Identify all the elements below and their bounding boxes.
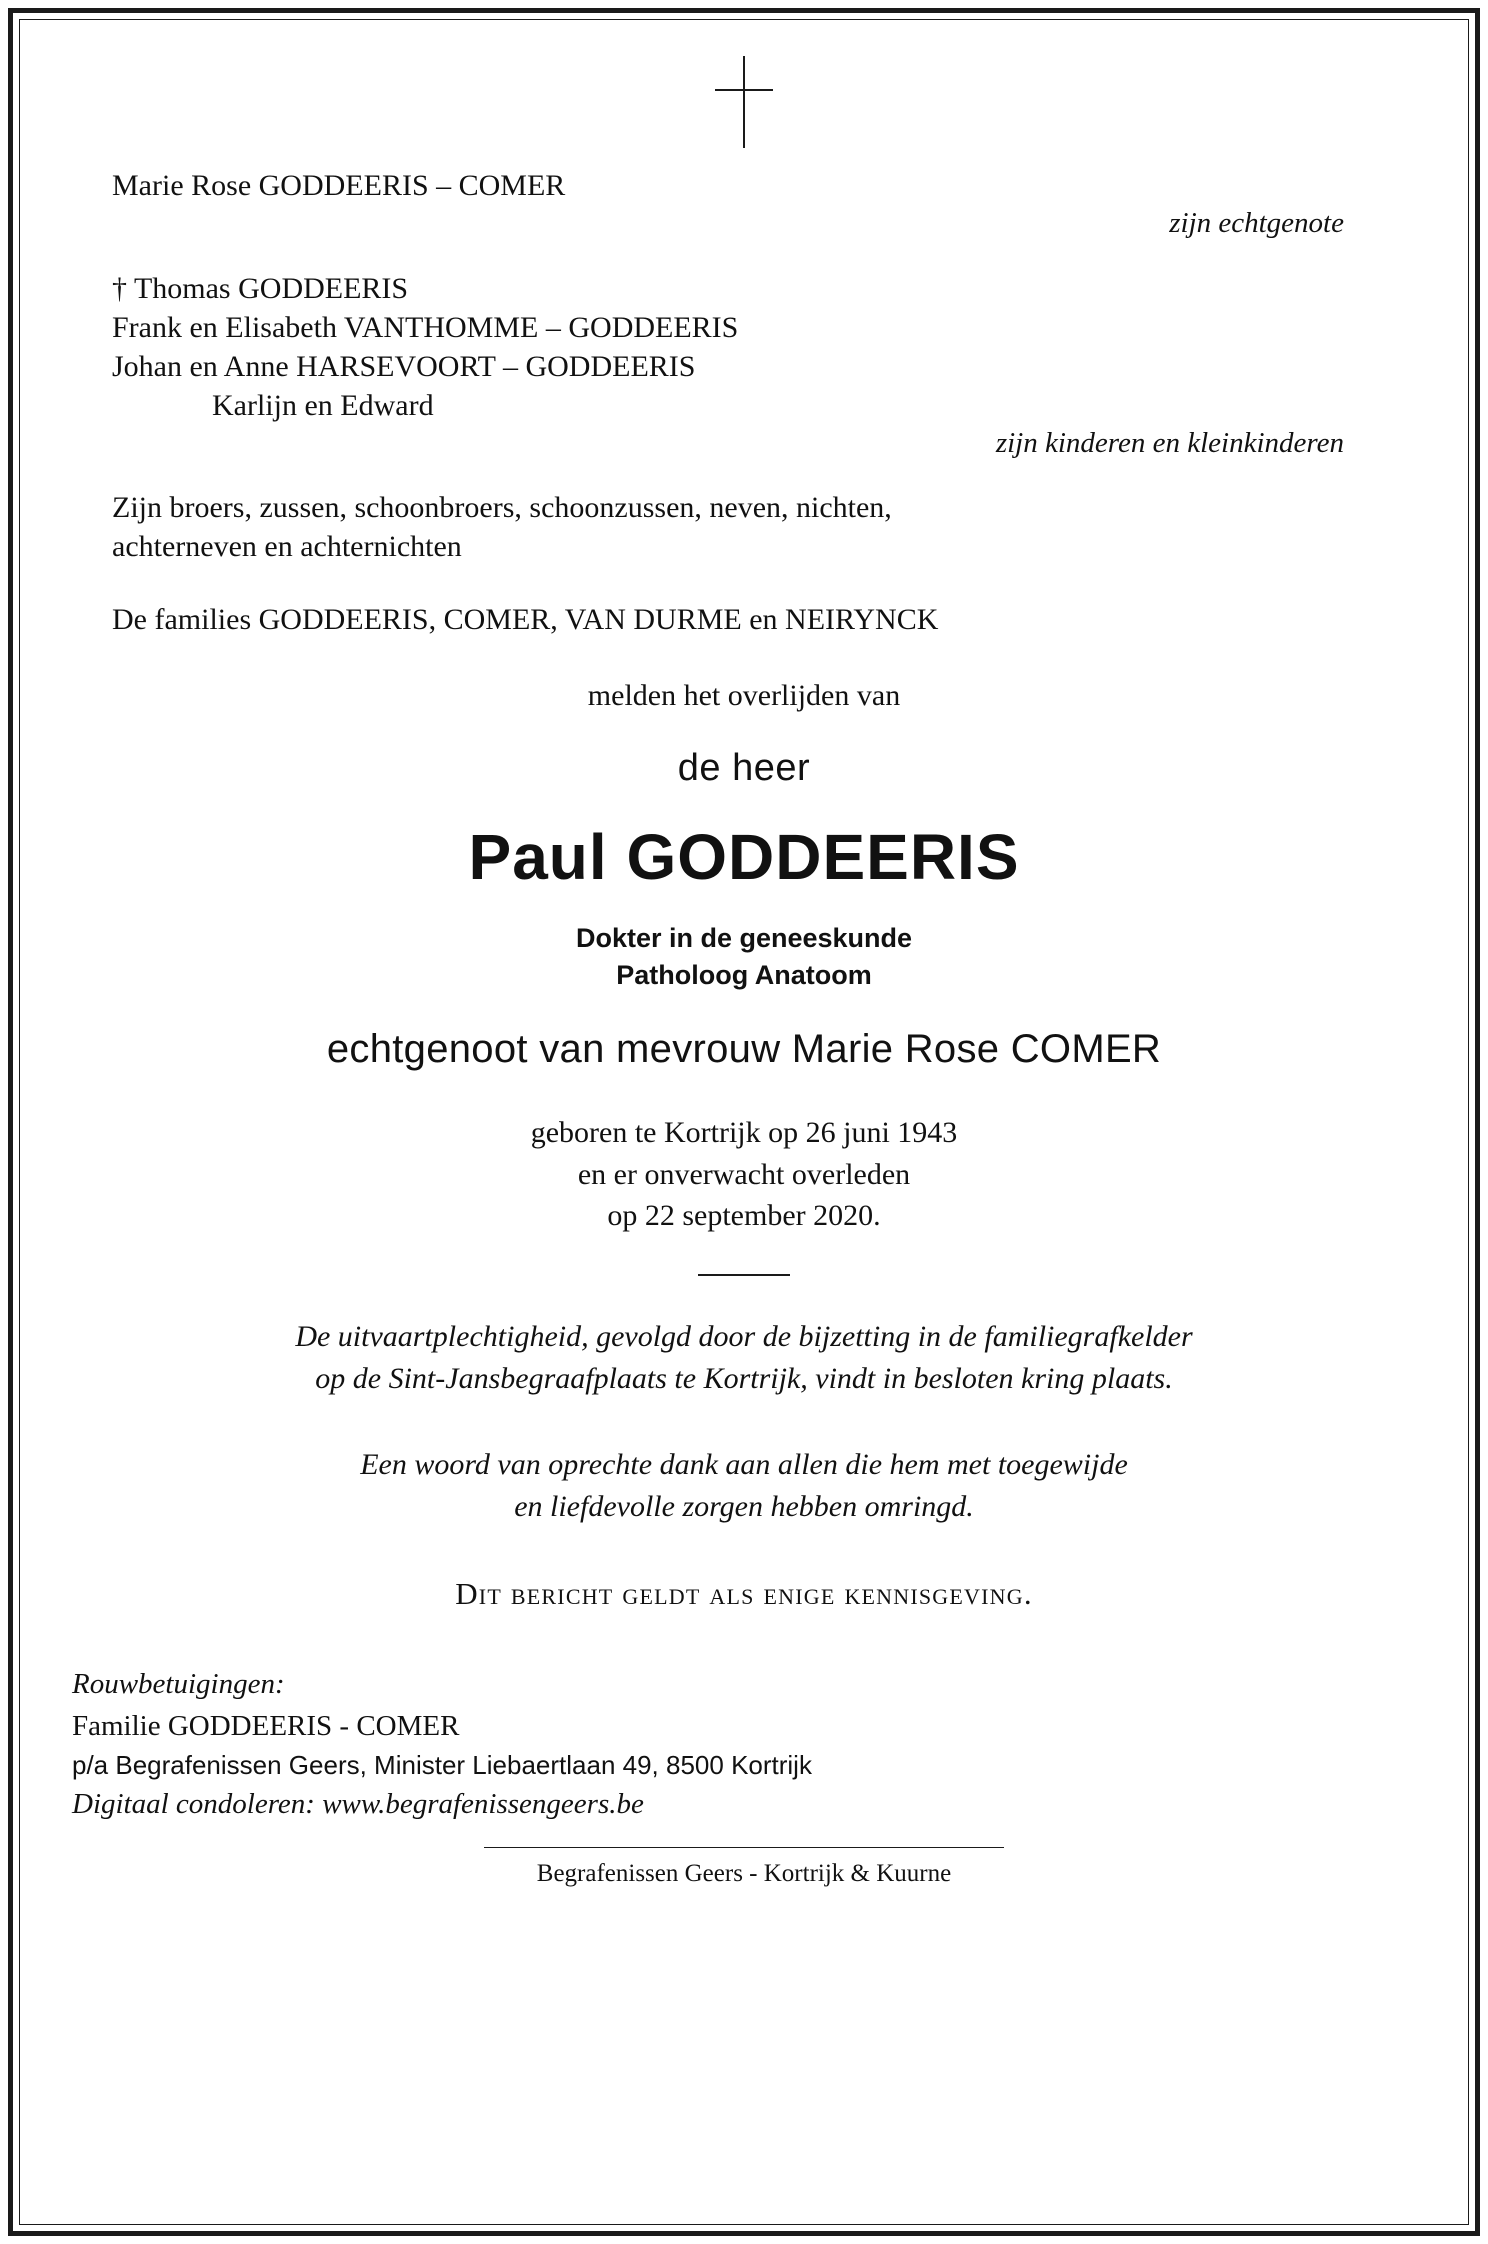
death-line-1: en er onverwacht overleden [577, 1157, 911, 1191]
condolences-address: p/a Begrafenissen Geers, Minister Liebaertlaan 49, 8500 Kortrijk [72, 1749, 812, 1780]
spouse-role: zijn echtgenote [1169, 207, 1344, 239]
child-2: Frank en Elisabeth VANTHOMME – GODDEERIS [112, 310, 739, 344]
condolences-family: Familie GODDEERIS - COMER [72, 1709, 460, 1742]
dates-block [40, 1112, 1448, 1236]
footer-divider-rule [484, 1847, 1004, 1848]
ceremony-line-2: op de Sint-Jansbegraafplaats te Kortrijk, vindt in besloten kring plaats. [315, 1362, 1173, 1396]
spacer [112, 566, 1378, 600]
cross-horizontal-bar [715, 89, 773, 91]
titles-block [40, 920, 1448, 993]
deceased-name: Paul GODDEERIS [468, 821, 1020, 894]
notice-line: Dit bericht geldt als enige kennisgeving. [455, 1576, 1033, 1612]
imprint-line: Begrafenissen Geers - Kortrijk & Kuurne [536, 1859, 952, 1887]
divider-container [40, 1274, 1448, 1276]
relatives-line-1: Zijn broers, zussen, schoonbroers, schoonzussen, neven, nichten, [112, 491, 892, 525]
divider-rule [698, 1274, 790, 1276]
announcement-text: melden het overlijden van [587, 679, 901, 713]
cross-vertical-bar [743, 56, 745, 148]
family-block [40, 166, 1448, 639]
thanks-line-1: Een woord van oprechte dank aan allen die hem met toegewijde [360, 1448, 1128, 1482]
title-2: Patholoog Anatoom [616, 959, 872, 990]
child-1: † Thomas GODDEERIS [112, 271, 409, 305]
spacer [112, 243, 1378, 269]
title-1: Dokter in de geneeskunde [575, 923, 913, 954]
ceremony-line-1: De uitvaartplechtigheid, gevolgd door de bijzetting in de familiegrafkelder [295, 1320, 1193, 1354]
ceremony-block [40, 1316, 1448, 1400]
families-line: De families GODDEERIS, COMER, VAN DURME en NEIRYNCK [112, 603, 939, 637]
child-3: Johan en Anne HARSEVOORT – GODDEERIS [112, 349, 696, 383]
footer-divider-container [40, 1847, 1448, 1848]
children-role: zijn kinderen en kleinkinderen [995, 426, 1344, 459]
death-line-2: op 22 september 2020. [607, 1199, 881, 1233]
cross-container [40, 56, 1448, 148]
condolences-label: Rouwbetuigingen: [72, 1668, 285, 1701]
spacer [112, 462, 1378, 488]
thanks-block [40, 1444, 1448, 1528]
latin-cross-icon [707, 56, 781, 148]
honorific: de heer [677, 747, 811, 790]
grandchildren: Karlijn en Edward [212, 388, 434, 422]
condolences-block [40, 1664, 1448, 1824]
condolences-digital: Digitaal condoleren: www.begrafenissengeers.be [72, 1787, 644, 1820]
spouse-of-line: echtgenoot van mevrouw Marie Rose COMER [326, 1027, 1162, 1072]
card-content [40, 34, 1448, 2218]
thanks-line-2: en liefdevolle zorgen hebben omringd. [514, 1490, 974, 1524]
spouse-name: Marie Rose GODDEERIS – COMER [112, 169, 566, 202]
birth-line: geboren te Kortrijk op 26 juni 1943 [530, 1116, 958, 1150]
relatives-line-2: achterneven en achternichten [112, 530, 462, 564]
